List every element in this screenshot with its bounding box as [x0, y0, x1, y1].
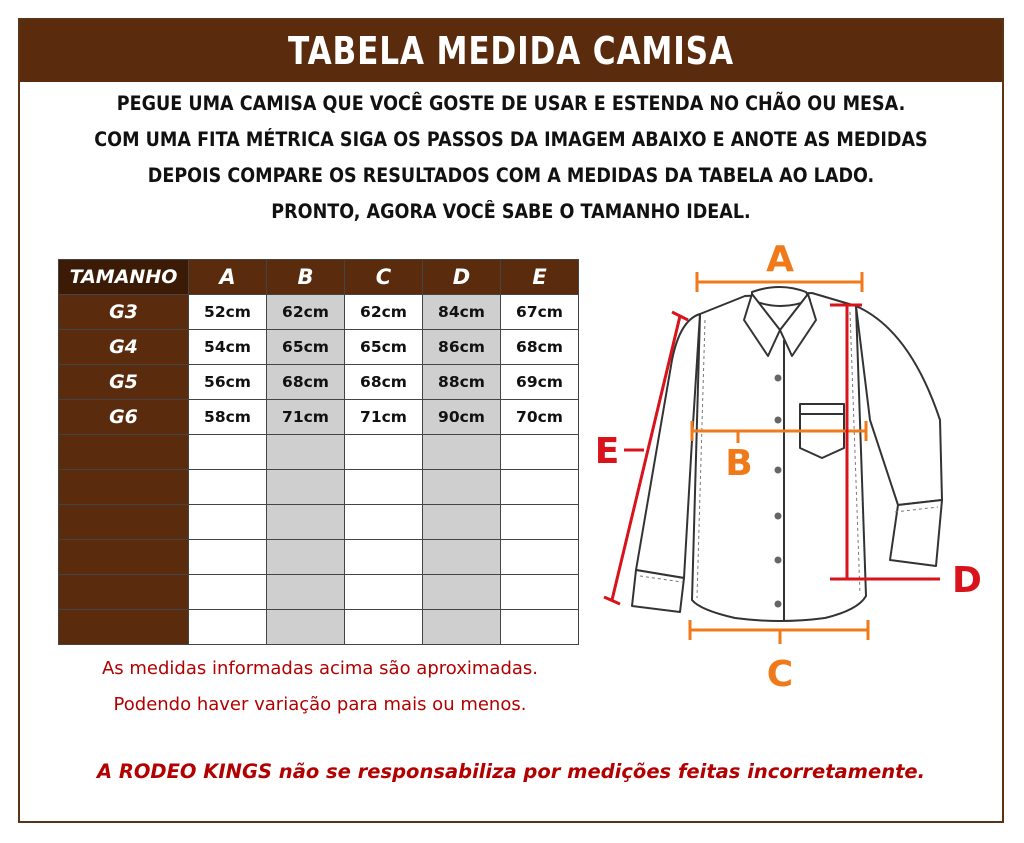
table-cell: 68cm	[345, 365, 423, 400]
table-cell: 62cm	[267, 295, 345, 330]
column-header-a: A	[189, 260, 267, 295]
table-cell: 67cm	[501, 295, 579, 330]
column-header-e: E	[501, 260, 579, 295]
column-header-size: TAMANHO	[59, 260, 189, 295]
table-cell: 68cm	[501, 330, 579, 365]
instruction-line-1: PEGUE UMA CAMISA QUE VOCÊ GOSTE DE USAR E ESTENDA NO CHÃO OU MESA.	[116, 92, 906, 115]
table-cell: 68cm	[267, 365, 345, 400]
table-cell: 54cm	[189, 330, 267, 365]
note-line-2: Podendo haver variação para mais ou menos.	[113, 694, 527, 715]
table-cell: 56cm	[189, 365, 267, 400]
table-cell: 86cm	[423, 330, 501, 365]
measure-label-b: B	[725, 443, 753, 484]
measure-c	[690, 620, 868, 644]
instruction-line-3: DEPOIS COMPARE OS RESULTADOS COM A MEDIDAS DA TABELA AO LADO.	[147, 164, 875, 187]
instruction-line-4: PRONTO, AGORA VOCÊ SABE O TAMANHO IDEAL.	[271, 200, 751, 223]
table-cell: 62cm	[345, 295, 423, 330]
table-cell: 52cm	[189, 295, 267, 330]
column-header-d: D	[423, 260, 501, 295]
size-label: G4	[59, 330, 189, 365]
disclaimer: A RODEO KINGS não se responsabiliza por medições feitas incorretamente.	[96, 760, 926, 783]
table-cell: 71cm	[345, 400, 423, 435]
table-cell: 69cm	[501, 365, 579, 400]
page-title: TABELA MEDIDA CAMISA	[288, 29, 734, 73]
shirt-outline-icon	[632, 287, 942, 621]
size-label: G5	[59, 365, 189, 400]
table-cell: 65cm	[345, 330, 423, 365]
measure-label-e: E	[594, 431, 620, 472]
table-cell: 58cm	[189, 400, 267, 435]
instruction-line-2: COM UMA FITA MÉTRICA SIGA OS PASSOS DA IMAGEM ABAIXO E ANOTE AS MEDIDAS	[94, 128, 928, 151]
size-label: G3	[59, 295, 189, 330]
table-cell: 88cm	[423, 365, 501, 400]
measure-label-c: C	[766, 654, 794, 695]
table-cell: 84cm	[423, 295, 501, 330]
table-cell: 71cm	[267, 400, 345, 435]
measure-label-d: D	[952, 560, 982, 601]
table-cell: 90cm	[423, 400, 501, 435]
table-cell: 70cm	[501, 400, 579, 435]
column-header-b: B	[267, 260, 345, 295]
measure-label-a: A	[766, 239, 794, 280]
table-cell: 65cm	[267, 330, 345, 365]
note-line-1: As medidas informadas acima são aproximadas.	[101, 658, 539, 679]
column-header-c: C	[345, 260, 423, 295]
size-label: G6	[59, 400, 189, 435]
